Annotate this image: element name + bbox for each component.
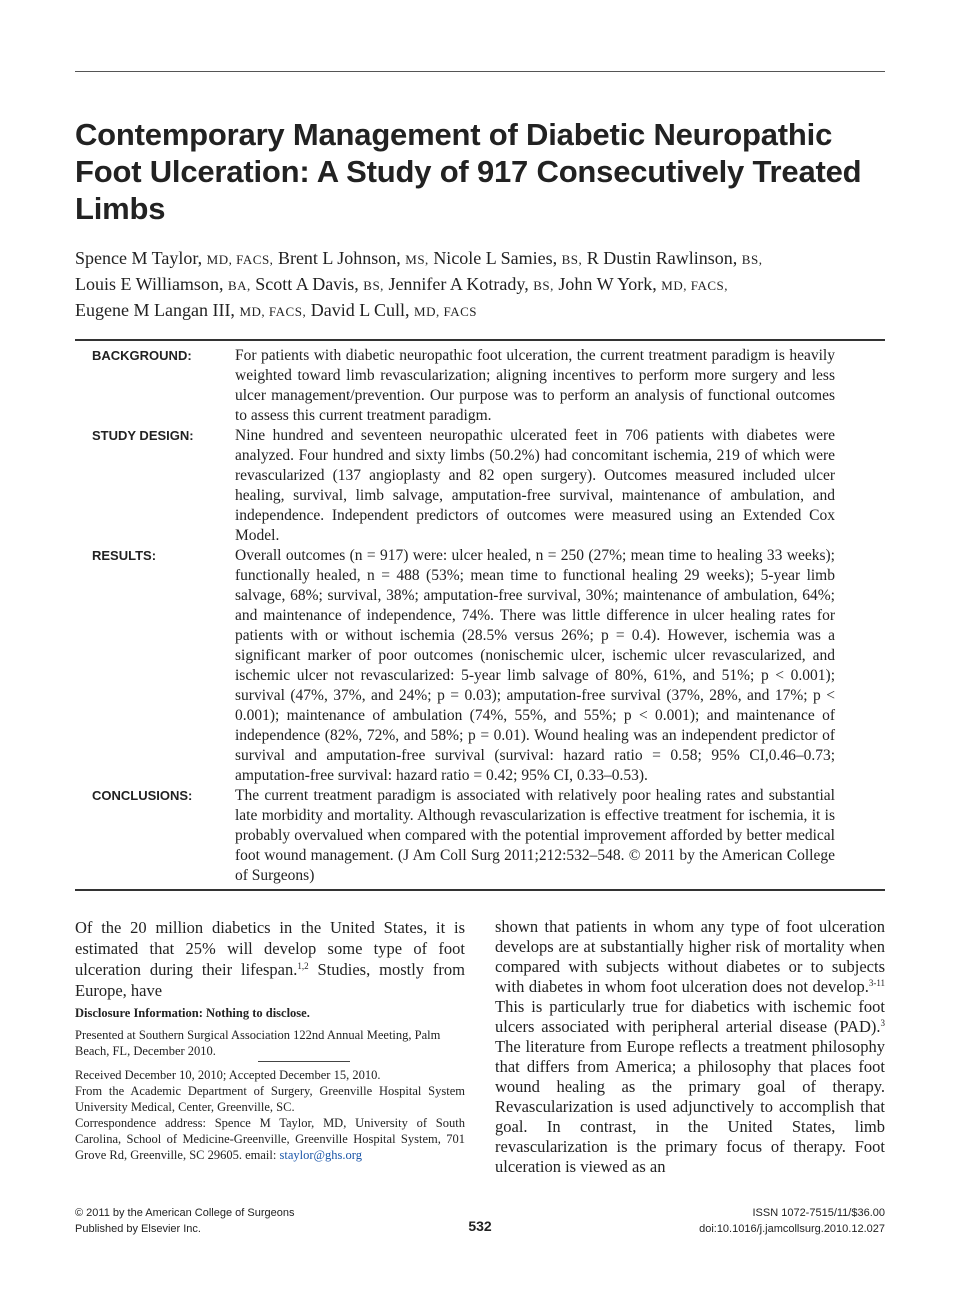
section-text: Nine hundred and seventeen neuropathic ulcerated feet in 706 patients with diabetes were analyzed. Four hundred and sixty limbs (50.2%) had concomitant ischemia, 219 of which were revascularized (137 angioplasty and 82 open surgery). Outcomes measured included ulcer healing, survival, limb salvage, amputation-free survival, maintenance of ambulation, and independence. Independent predictors of outcomes were measured using an Extended Cox Model.	[235, 427, 835, 544]
correspondence: Correspondence address: Spence M Taylor, MD, University of South Carolina, School of Medicine-Greenville, Greenville Hospital System, 701 Grove Rd, Greenville, SC 29605. email: staylor@ghs.org	[75, 1116, 465, 1162]
author: R Dustin Rawlinson, BS,	[586, 248, 763, 268]
section-text: The current treatment paradigm is associated with relatively poor healing rates and substantial late morbidity and mortality. Although revascularization is effective treatment for ischemia, it is probably overvalued when compared with the potential improvement afforded by better medical foot wound management. (J Am Coll Surg 2011;212:532–548. © 2011 by the American College of Surgeons)	[235, 787, 835, 884]
footer-right	[699, 1205, 885, 1237]
abstract	[75, 346, 885, 886]
body-column-right: shown that patients in whom any type of foot ulceration develops are at substantially higher risk of mortality when compared with subjects without diabetes or to subjects with diabetes in whom foot ulceration does not develop.$^{3-11}$ This is particularly true for diabetics with ischemic foot ulcers associated with peripheral arterial disease (PAD).$^3$ The literature from Europe reflects a treatment philosophy that differs from America; a philosophy that places foot wound healing as the primary goal of therapy. Revascularization is used adjunctively to accomplish that goal. In contrast, in the United States, limb revascularization is the primary focus of therapy. Foot ulceration is viewed as an	[495, 917, 885, 1176]
received-dates: Received December 10, 2010; Accepted December 15, 2010.	[75, 1068, 381, 1082]
section-label: BACKGROUND:	[92, 348, 192, 363]
abstract-conclusions	[75, 786, 885, 886]
author-list	[75, 246, 885, 324]
disclosure-block	[75, 1005, 465, 1059]
received-block	[75, 1067, 465, 1163]
author: Nicole L Samies, BS,	[433, 248, 583, 268]
publisher: Published by Elsevier Inc.	[75, 1223, 201, 1235]
reference-link[interactable]: 1,2	[297, 961, 309, 971]
abstract-background	[75, 346, 885, 426]
section-text: For patients with diabetic neuropathic foot ulceration, the current treatment paradigm is heavily weighted toward limb revascularization; aligning incentives to perform more surgery and less ulcer management/prevention. Our purpose was to perform an analysis of functional outcomes to assess this current treatment paradigm.	[235, 347, 835, 424]
reference-link[interactable]: 3-11	[868, 978, 885, 988]
affiliation: From the Academic Department of Surgery, Greenville Hospital System University Medical, Center, Greenville, SC.	[75, 1084, 465, 1114]
disclosure-info: Disclosure Information: Nothing to disclose.	[75, 1006, 310, 1020]
section-label: CONCLUSIONS:	[92, 788, 193, 803]
author: Spence M Taylor, MD, FACS,	[75, 248, 274, 268]
abstract-results	[75, 546, 885, 786]
footnote-divider	[258, 1061, 350, 1062]
abstract-study-design	[75, 426, 885, 546]
section-label: STUDY DESIGN:	[92, 428, 194, 443]
author: Brent L Johnson, MS,	[277, 248, 429, 268]
article-title: Contemporary Management of Diabetic Neuropathic Foot Ulceration: A Study of 917 Consecutively Treated Limbs	[75, 117, 862, 226]
author: Scott A Davis, BS,	[255, 274, 384, 294]
author: Louis E Williamson, BA,	[75, 274, 251, 294]
issn: ISSN 1072-7515/11/$36.00	[752, 1207, 885, 1219]
footer-left	[75, 1205, 294, 1237]
abstract-bottom-rule	[75, 889, 885, 891]
copyright: © 2011 by the American College of Surgeons	[75, 1207, 295, 1219]
page-number: 532	[468, 1218, 492, 1234]
doi[interactable]: doi:10.1016/j.jamcollsurg.2010.12.027	[699, 1223, 885, 1235]
author: John W York, MD, FACS,	[558, 274, 729, 294]
reference-link[interactable]: 3	[880, 1018, 885, 1028]
presented-note: Presented at Southern Surgical Association 122nd Annual Meeting, Palm Beach, FL, December 2010.	[75, 1028, 441, 1058]
abstract-top-rule	[75, 339, 885, 341]
section-text: Overall outcomes (n = 917) were: ulcer healed, n = 250 (27%; mean time to healing 33 weeks); functionally healed, n = 488 (53%; mean time to functional healing 29 weeks); 5-year limb salvage, 68%; survival, 38%; amputation-free survival, 30%; maintenance of ambulation, 64%; and maintenance of independence, 74%. There was little difference in ulcer healing rates for patients with or without ischemia (28.5% versus 26%; p = 0.4). However, ischemia was a significant marker of poor outcomes (nonischemic ulcer, ischemic ulcer revascularized, and ischemic ulcer not revascularized: 5-year limb salvage of 80%, 61%, and 51%; p < 0.001); survival (47%, 37%, and 24%; p = 0.03); amputation-free survival (37%, 28%, and 17%; p < 0.001); maintenance of ambulation (74%, 55%, and 55%; p < 0.001); and maintenance of independence (82%, 72%, and 58%; p = 0.01). Wound healing was an independent predictor of survival and amputation-free survival (survival: hazard ratio = 0.58; 95% CI,0.46–0.73; amputation-free survival: hazard ratio = 0.42; 95% CI, 0.33–0.53).	[235, 547, 835, 784]
author: Eugene M Langan III, MD, FACS,	[75, 300, 307, 320]
email-link[interactable]: staylor@ghs.org	[279, 1148, 362, 1162]
top-rule	[75, 71, 885, 72]
author: David L Cull, MD, FACS	[310, 300, 478, 320]
body-column-left: Of the 20 million diabetics in the United States, it is estimated that 25% will develop some type of foot ulceration during their lifespan.$^{1,2}$ Studies, mostly from Europe, have	[75, 918, 466, 1000]
author: Jennifer A Kotrady, BS,	[388, 274, 554, 294]
section-label: RESULTS:	[92, 548, 157, 563]
